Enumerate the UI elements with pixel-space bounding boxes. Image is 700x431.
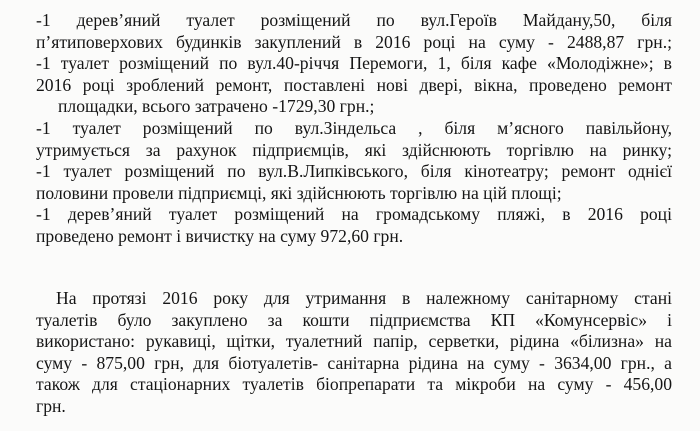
paragraph-line: туалетів було закуплено за кошти підприємства КП «Комунсервіс» і [36,309,672,330]
list-line: площадки, всього затрачено -1729,30 грн.; [58,96,375,117]
list-line: -1 дерев’яний туалет розміщений на громадському пляжі, в 2016 році [36,204,672,225]
paragraph-line: також для стаціонарних туалетів біопрепарати та мікроби на суму - 456,00 [36,374,672,395]
paragraph-line: грн. [36,395,66,416]
list-line: п’ятиповерхових будинків закуплений в 2016 році на суму - 2488,87 грн.; [36,31,672,52]
toilet-list [36,10,672,248]
list-line: -1 туалет розміщений по вул.В.Липківського, біля кінотеатру; ремонт однієї [36,161,672,182]
list-line: проведено ремонт і вичистку на суму 972,60 грн. [36,225,404,246]
list-line: 2016 році зроблений ремонт, поставлені нові двері, вікна, проведено ремонт [36,74,672,95]
paragraph-line: суму - 875,00 грн, для біотуалетів- санітарна рідина на суму - 3634,00 грн., а [36,352,672,373]
paragraph-line: використано: рукавиці, щітки, туалетний папір, серветки, рідина «білизна» на [36,331,672,352]
list-line: утримується за рахунок підприємців, які здійснюють торгівлю на ринку; [36,139,672,160]
paragraph-line: На протязі 2016 року для утримання в належному санітарному стані [56,288,672,308]
list-line: -1 туалет розміщений по вул.40-річчя Перемоги, 1, біля кафе «Молодіжне»; в [36,53,672,74]
list-line: -1 туалет розміщений по вул.Зіндельса , біля м’ясного павільйону, [36,117,672,138]
list-line: -1 дерев’яний туалет розміщений по вул.Героїв Майдану,50, біля [36,10,672,30]
list-line: половини провели підприємці, які здійснюють торгівлю на цій площі; [36,182,562,203]
supplies-paragraph [36,288,672,418]
